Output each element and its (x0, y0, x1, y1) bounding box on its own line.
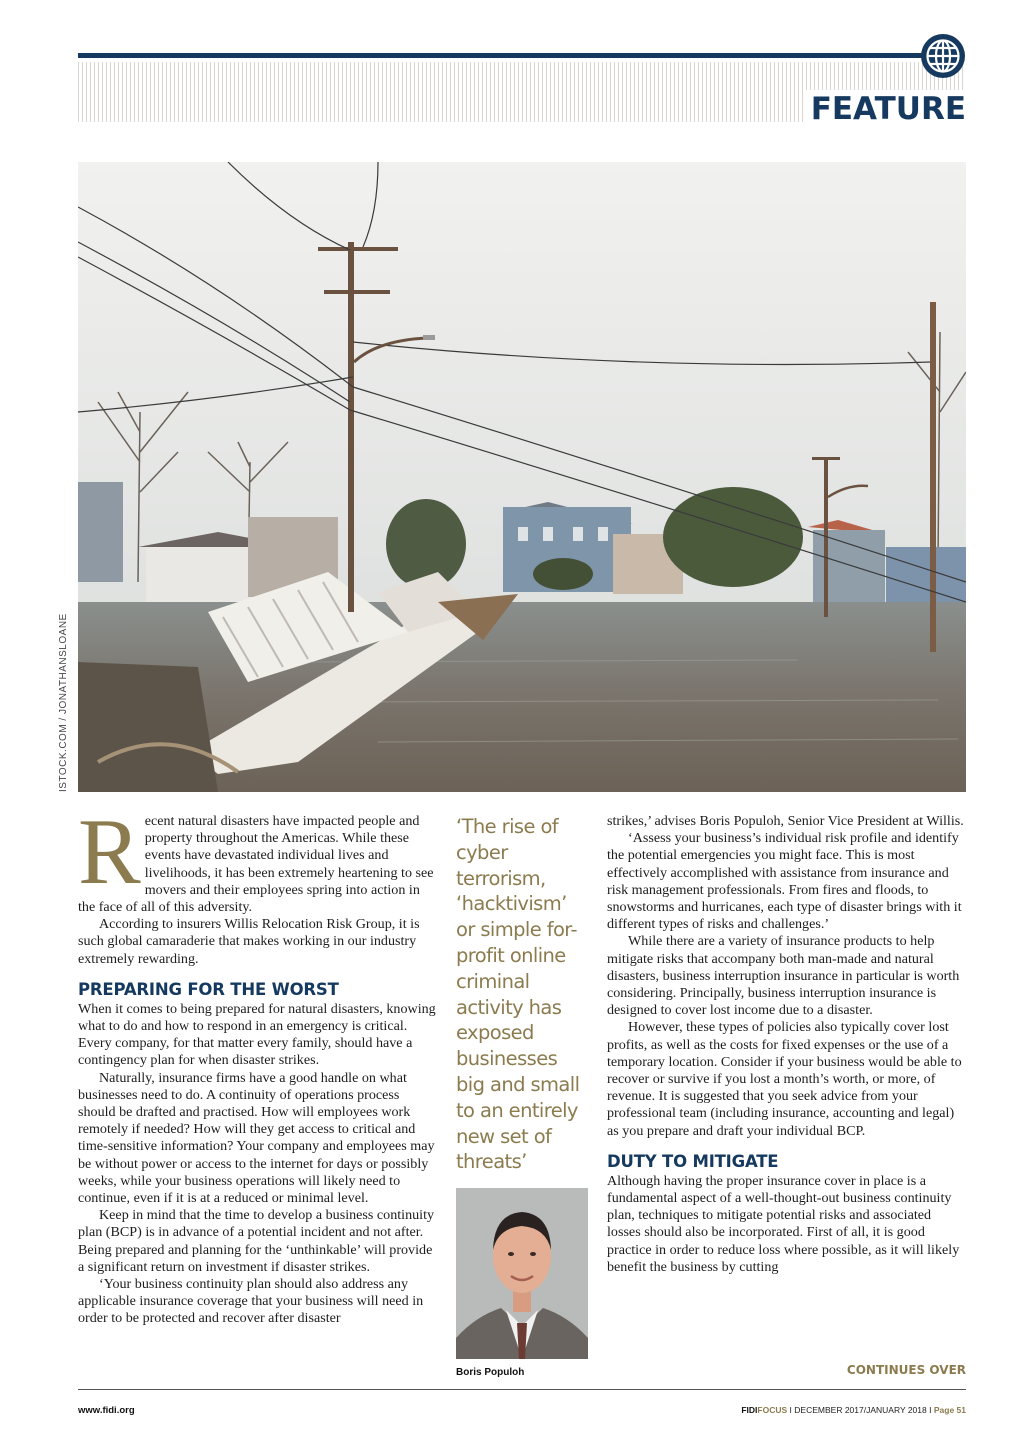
issue-date: DECEMBER 2017/JANUARY 2018 (794, 1405, 927, 1415)
page-number: Page 51 (933, 1405, 966, 1415)
article-column-1 (78, 800, 436, 1328)
article-paragraph: ecent natural disasters have impacted people and property throughout the Americas. While these events have devastated individual lives and livelihoods, it has been extremely heartening to see movers and their employees spring into action in the face of all of this adversity. (78, 813, 434, 916)
article-paragraph: Naturally, insurance firms have a good handle on what businesses need to do. A continuity of operations process should be drafted and practised. How will employees work remotely if needed? How will they get access to critical and time-sensitive information? Your company and employees may be without power or access to the internet for days or possibly weeks, while your business operations will likely need to continue, even if it is at a reduced or minimal level. (78, 1069, 435, 1207)
portrait-photo (456, 1188, 588, 1359)
section-heading: PREPARING FOR THE WORST (78, 979, 339, 999)
article-paragraph: While there are a variety of insurance products to help mitigate risks that accompany both man-made and natural disasters, business interruption insurance in particular is worth considering. Principally, business interruption insurance is designed to cover lost income due to a disaster. (607, 933, 960, 1019)
flood-photo (78, 162, 966, 792)
continues-over-label: CONTINUES OVER (846, 1363, 966, 1377)
globe-icon (919, 32, 967, 80)
article-column-3 (607, 813, 966, 1276)
footer-issue-info (741, 1405, 966, 1415)
article-paragraph: Keep in mind that the time to develop a business continuity plan (BCP) is in advance of a potential incident and not after. Being prepared and planning for the ‘unthinkable’ will provide a significant return on investment if disaster strikes. (78, 1207, 435, 1275)
photo-credit: ISTOCK.COM / JONATHANSLOANE (58, 613, 69, 792)
website-link[interactable]: www.fidi.org (78, 1405, 135, 1416)
drop-cap: R (78, 800, 141, 904)
section-label: FEATURE (803, 90, 966, 126)
portrait-caption: Boris Populoh (456, 1367, 525, 1378)
section-heading: DUTY TO MITIGATE (607, 1151, 779, 1171)
article-paragraph: According to insurers Willis Relocation Risk Group, it is such global camaraderie that makes working in our industry extremely rewarding. (78, 916, 420, 967)
header-rule (78, 53, 924, 58)
pull-quote: ‘The rise of cyber terrorism, ‘hacktivism’ or simple for-profit online criminal activity has exposed businesses big and small to an entirely new set of threats’ (456, 815, 580, 1174)
article-paragraph: Although having the proper insurance cover in place is a fundamental aspect of a well-thought-out business continuity plan, techniques to mitigate potential risks and associated losses should also be incorporated. First of all, it is good practice in order to reduce loss where possible, as it will likely benefit the business by cutting (607, 1172, 960, 1275)
article-paragraph: ‘Assess your business’s individual risk profile and identify the potential emergencies you might face. This is most effectively accomplished with assistance from insurance and risk management professionals. From fires and floods, to snowstorms and hurricanes, each type of disaster brings with it different types of risks and challenges.’ (607, 830, 962, 933)
article-paragraph: strikes,’ advises Boris Populoh, Senior Vice President at Willis. (607, 813, 964, 829)
article-paragraph: However, these types of policies also typically cover lost profits, as well as the costs for fixed expenses or the use of a temporary location. Consider if your business would be able to recover or survive if you lost a month’s worth, or more, of revenue. It is suggested that you seek advice from your professional team (including insurance, accounting and legal) as you prepare and draft your individual BCP. (607, 1019, 962, 1139)
brand-fidi: FIDI (741, 1405, 758, 1415)
article-paragraph: When it comes to being prepared for natural disasters, knowing what to do and how to respond in an emergency is critical. Every company, for that matter every family, should have a contingency plan for when disaster strikes. (78, 1000, 436, 1069)
brand-focus: FOCUS (757, 1405, 788, 1415)
footer-separator: I (789, 1405, 792, 1415)
footer-rule (78, 1389, 966, 1390)
footer-separator: I (929, 1405, 932, 1415)
article-paragraph: ‘Your business continuity plan should also address any applicable insurance coverage that your business will need in order to be protected and recover after disaster (78, 1276, 424, 1327)
